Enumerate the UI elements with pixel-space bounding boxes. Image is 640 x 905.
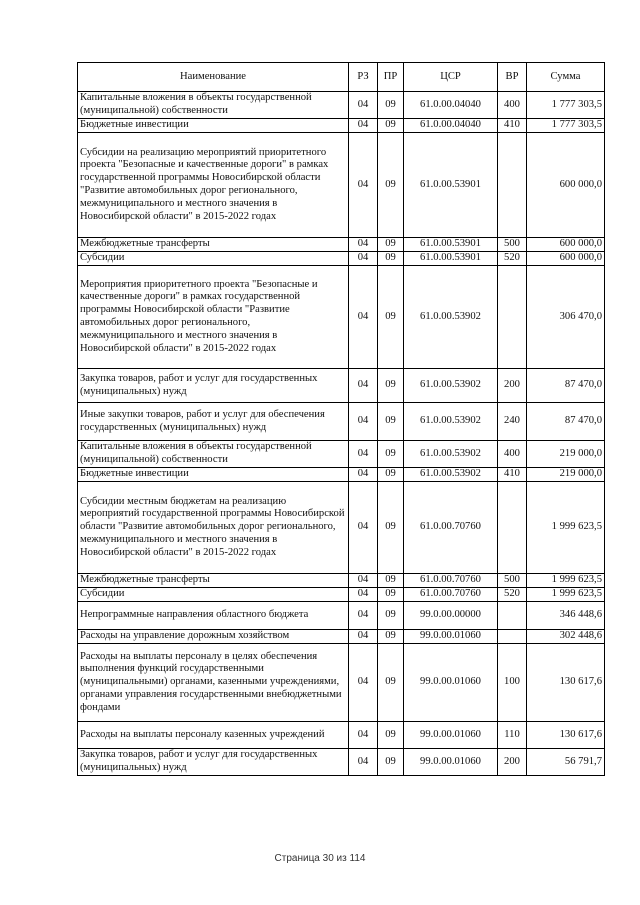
row-rz: 04 <box>349 630 378 644</box>
row-csr: 99.0.00.01060 <box>404 749 498 776</box>
table-row <box>78 266 605 369</box>
row-rz: 04 <box>349 574 378 588</box>
row-sum: 306 470,0 <box>527 266 605 369</box>
row-rz: 04 <box>349 482 378 574</box>
row-sum: 1 999 623,5 <box>527 574 605 588</box>
row-vr: 200 <box>498 369 527 403</box>
row-pr: 09 <box>378 482 404 574</box>
row-rz: 04 <box>349 468 378 482</box>
table-body <box>78 92 605 776</box>
row-name: Межбюджетные трансферты <box>78 238 349 252</box>
row-name: Субсидии <box>78 252 349 266</box>
row-rz: 04 <box>349 238 378 252</box>
row-csr: 61.0.00.53901 <box>404 133 498 238</box>
header-vr: ВР <box>498 63 527 92</box>
header-pr: ПР <box>378 63 404 92</box>
row-rz: 04 <box>349 722 378 749</box>
row-sum: 1 999 623,5 <box>527 482 605 574</box>
header-csr: ЦСР <box>404 63 498 92</box>
table-row <box>78 369 605 403</box>
row-vr: 110 <box>498 722 527 749</box>
row-csr: 61.0.00.53901 <box>404 252 498 266</box>
row-csr: 61.0.00.70760 <box>404 482 498 574</box>
row-pr: 09 <box>378 630 404 644</box>
row-vr: 410 <box>498 119 527 133</box>
row-pr: 09 <box>378 119 404 133</box>
row-name: Субсидии <box>78 588 349 602</box>
table-row <box>78 574 605 588</box>
row-vr: 240 <box>498 403 527 441</box>
row-rz: 04 <box>349 119 378 133</box>
row-pr: 09 <box>378 133 404 238</box>
row-csr: 61.0.00.53901 <box>404 238 498 252</box>
row-vr <box>498 266 527 369</box>
table-row <box>78 588 605 602</box>
row-sum: 130 617,6 <box>527 644 605 722</box>
row-rz: 04 <box>349 602 378 630</box>
row-pr: 09 <box>378 441 404 468</box>
table-row <box>78 403 605 441</box>
row-csr: 61.0.00.53902 <box>404 369 498 403</box>
row-name: Капитальные вложения в объекты государственной (муниципальной) собственности <box>78 441 349 468</box>
row-csr: 99.0.00.00000 <box>404 602 498 630</box>
page-number: Страница 30 из 114 <box>274 853 366 864</box>
row-pr: 09 <box>378 92 404 119</box>
row-rz: 04 <box>349 403 378 441</box>
row-name: Закупка товаров, работ и услуг для государственных (муниципальных) нужд <box>78 369 349 403</box>
row-csr: 99.0.00.01060 <box>404 630 498 644</box>
row-vr <box>498 602 527 630</box>
row-csr: 99.0.00.01060 <box>404 644 498 722</box>
row-sum: 1 777 303,5 <box>527 92 605 119</box>
table-row <box>78 133 605 238</box>
row-vr: 520 <box>498 252 527 266</box>
row-rz: 04 <box>349 133 378 238</box>
row-vr: 500 <box>498 574 527 588</box>
row-rz: 04 <box>349 749 378 776</box>
row-rz: 04 <box>349 644 378 722</box>
row-pr: 09 <box>378 602 404 630</box>
row-sum: 56 791,7 <box>527 749 605 776</box>
row-pr: 09 <box>378 266 404 369</box>
row-pr: 09 <box>378 403 404 441</box>
row-sum: 219 000,0 <box>527 441 605 468</box>
row-sum: 302 448,6 <box>527 630 605 644</box>
row-rz: 04 <box>349 92 378 119</box>
table-row <box>78 749 605 776</box>
table-header-row <box>78 63 605 92</box>
row-name: Непрограммные направления областного бюджета <box>78 602 349 630</box>
row-sum: 87 470,0 <box>527 369 605 403</box>
row-name: Расходы на выплаты персоналу казенных учреждений <box>78 722 349 749</box>
row-rz: 04 <box>349 588 378 602</box>
row-name: Расходы на управление дорожным хозяйством <box>78 630 349 644</box>
row-pr: 09 <box>378 468 404 482</box>
row-pr: 09 <box>378 644 404 722</box>
row-csr: 61.0.00.70760 <box>404 574 498 588</box>
row-pr: 09 <box>378 238 404 252</box>
header-rz: РЗ <box>349 63 378 92</box>
row-pr: 09 <box>378 574 404 588</box>
header-name: Наименование <box>78 63 349 92</box>
row-vr: 100 <box>498 644 527 722</box>
row-vr: 520 <box>498 588 527 602</box>
table-row <box>78 630 605 644</box>
row-vr <box>498 133 527 238</box>
row-name: Межбюджетные трансферты <box>78 574 349 588</box>
table-row <box>78 238 605 252</box>
row-sum: 1 777 303,5 <box>527 119 605 133</box>
row-sum: 600 000,0 <box>527 133 605 238</box>
row-rz: 04 <box>349 252 378 266</box>
row-sum: 600 000,0 <box>527 252 605 266</box>
row-csr: 61.0.00.70760 <box>404 588 498 602</box>
table-row <box>78 602 605 630</box>
row-csr: 61.0.00.53902 <box>404 468 498 482</box>
row-name: Субсидии местным бюджетам на реализацию мероприятий государственной программы Новосибирской области "Развитие автомобильных дорог регионального, межмуниципального и местного значения в Новосибирской области" в 2015-2022 годах <box>78 482 349 574</box>
row-vr: 400 <box>498 441 527 468</box>
row-pr: 09 <box>378 588 404 602</box>
row-name: Бюджетные инвестиции <box>78 119 349 133</box>
row-sum: 87 470,0 <box>527 403 605 441</box>
row-name: Субсидии на реализацию мероприятий приоритетного проекта "Безопасные и качественные дороги" в рамках государственной программы Новосибирской области "Развитие автомобильных дорог регионального, межмуниципального и местного значения в Новосибирской области" в 2015-2022 годах <box>78 133 349 238</box>
row-rz: 04 <box>349 369 378 403</box>
row-name: Закупка товаров, работ и услуг для государственных (муниципальных) нужд <box>78 749 349 776</box>
row-name: Бюджетные инвестиции <box>78 468 349 482</box>
row-csr: 61.0.00.53902 <box>404 441 498 468</box>
header-sum: Сумма <box>527 63 605 92</box>
row-vr: 200 <box>498 749 527 776</box>
row-vr: 410 <box>498 468 527 482</box>
row-csr: 61.0.00.53902 <box>404 266 498 369</box>
row-sum: 346 448,6 <box>527 602 605 630</box>
row-pr: 09 <box>378 369 404 403</box>
row-rz: 04 <box>349 266 378 369</box>
row-pr: 09 <box>378 749 404 776</box>
table-row <box>78 482 605 574</box>
row-sum: 219 000,0 <box>527 468 605 482</box>
table-row <box>78 644 605 722</box>
row-csr: 61.0.00.04040 <box>404 92 498 119</box>
row-sum: 600 000,0 <box>527 238 605 252</box>
table-row <box>78 119 605 133</box>
row-csr: 61.0.00.04040 <box>404 119 498 133</box>
row-vr: 400 <box>498 92 527 119</box>
row-csr: 61.0.00.53902 <box>404 403 498 441</box>
row-name: Мероприятия приоритетного проекта "Безопасные и качественные дороги" в рамках государственной программы Новосибирской области "Развитие автомобильных дорог регионального, межмуниципального и местного значения в Новосибирской области" в 2015-2022 годах <box>78 266 349 369</box>
table-row <box>78 468 605 482</box>
row-name: Иные закупки товаров, работ и услуг для обеспечения государственных (муниципальных) нужд <box>78 403 349 441</box>
row-pr: 09 <box>378 722 404 749</box>
table-row <box>78 252 605 266</box>
row-sum: 1 999 623,5 <box>527 588 605 602</box>
row-pr: 09 <box>378 252 404 266</box>
table-row <box>78 92 605 119</box>
budget-table <box>77 62 605 776</box>
row-csr: 99.0.00.01060 <box>404 722 498 749</box>
row-vr: 500 <box>498 238 527 252</box>
row-sum: 130 617,6 <box>527 722 605 749</box>
row-name: Капитальные вложения в объекты государственной (муниципальной) собственности <box>78 92 349 119</box>
row-vr <box>498 482 527 574</box>
row-name: Расходы на выплаты персоналу в целях обеспечения выполнения функций государственными (муниципальными) органами, казенными учреждениями, органами управления государственными внебюджетными фондами <box>78 644 349 722</box>
table-row <box>78 441 605 468</box>
row-vr <box>498 630 527 644</box>
table-row <box>78 722 605 749</box>
row-rz: 04 <box>349 441 378 468</box>
